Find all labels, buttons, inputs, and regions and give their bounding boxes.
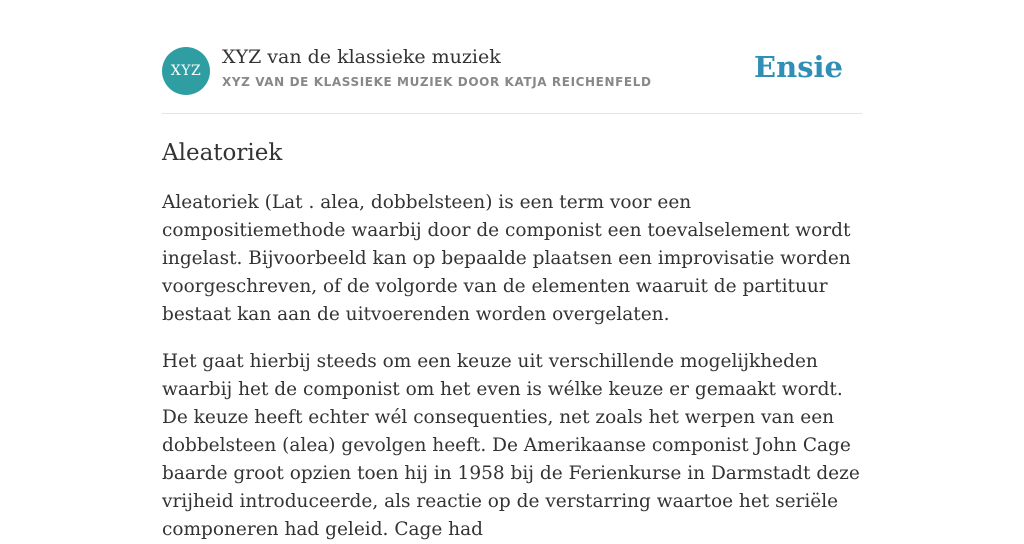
header xyxy=(162,0,862,114)
page xyxy=(162,0,862,544)
article-title: Aleatoriek xyxy=(162,140,283,166)
book-subtitle[interactable]: XYZ VAN DE KLASSIEKE MUZIEK DOOR KATJA REICHENFELD xyxy=(222,75,652,89)
ensie-logo[interactable]: Ensie xyxy=(754,50,843,84)
book-logo[interactable]: XYZ xyxy=(162,47,210,95)
book-title[interactable]: XYZ van de klassieke muziek xyxy=(222,46,501,68)
article-paragraph-1: Aleatoriek (Lat . alea, dobbelsteen) is een term voor een compositiemethode waarbij door de componist een toevalselement wordt ingelast. Bijvoorbeeld kan op bepaalde plaatsen een improvisatie worden voorgeschreven, of de volgorde van de elementen waaruit de partituur bestaat kan aan de uitvoerenden worden overgelaten. xyxy=(162,192,851,325)
article-paragraph-2: Het gaat hierbij steeds om een keuze uit verschillende mogelijkheden waarbij het de componist om het even is wélke keuze er gemaakt wordt. De keuze heeft echter wél consequenties, net zoals het werpen van een dobbelsteen (alea) gevolgen heeft. De Amerikaanse componist John Cage baarde groot opzien toen hij in 1958 bij de Ferienkurse in Darmstadt deze vrijheid introduceerde, als reactie op de verstarring waartoe het seriële componeren had geleid. Cage had xyxy=(162,351,860,540)
